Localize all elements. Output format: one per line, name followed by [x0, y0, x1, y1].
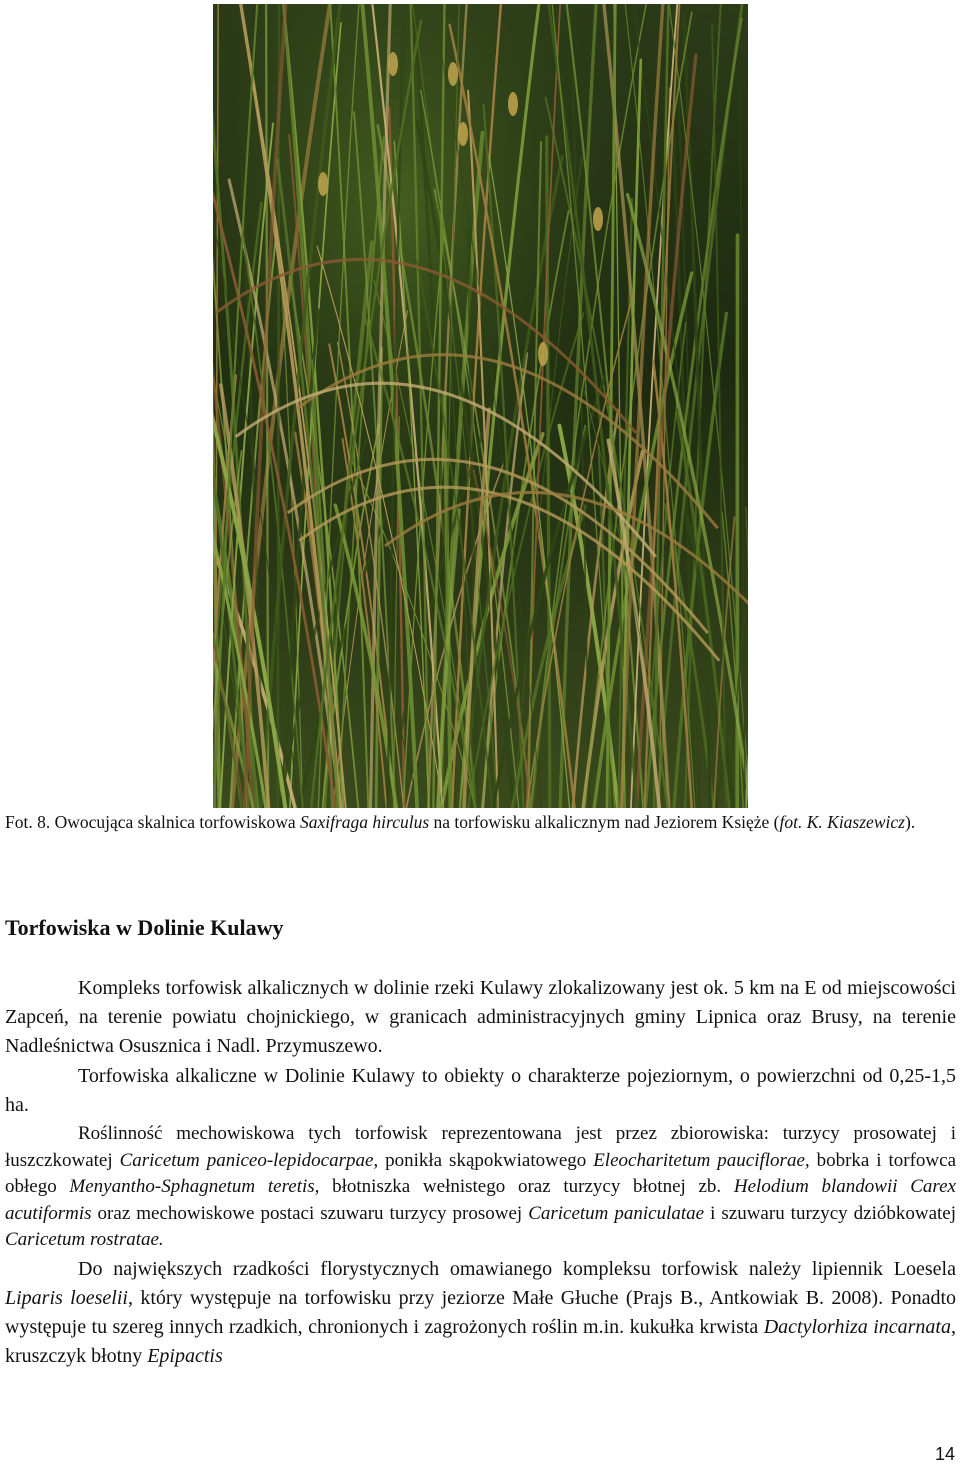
- text-run: , kruszczyk błotny: [5, 1315, 956, 1367]
- caption-species: Saxifraga hirculus: [300, 812, 430, 832]
- text-run: Do największych rzadkości florystycznych omawianego kompleksu torfowisk należy lipiennik Loesela: [78, 1257, 956, 1280]
- page-number: 14: [934, 1444, 955, 1464]
- section-heading: Torfowiska w Dolinie Kulawy: [5, 915, 284, 940]
- latin-name: Eleocharitetum pauciflorae,: [593, 1149, 810, 1171]
- text-run: Roślinność mechowiskowa tych torfowisk reprezentowana jest przez zbiorowiska: turzycy prosowatej i łuszczkowatej: [5, 1123, 956, 1171]
- caption-text-3: ).: [904, 812, 916, 832]
- grass-photo: [213, 4, 748, 808]
- latin-name: Caricetum rostratae.: [5, 1229, 164, 1250]
- caption-photo-credit: fot. K. Kiaszewicz: [779, 812, 905, 832]
- latin-name: Caricetum paniceo-lepidocarpae,: [119, 1149, 379, 1171]
- seed-head: [318, 172, 328, 196]
- latin-name: Caricetum paniculatae: [528, 1202, 705, 1224]
- latin-name: Menyantho-Sphagnetum teretis: [69, 1176, 315, 1197]
- section-body: [5, 974, 956, 1371]
- seed-head: [508, 92, 518, 116]
- paragraph-location: Kompleks torfowisk alkalicznych w dolinie rzeki Kulawy zlokalizowany jest ok. 5 km na E od miejscowości Zapceń, na terenie powiatu chojnickiego, w granicach administracyjnych gminy Lipnica oraz Brusy, na terenie Nadleśnictwa Osusznica i Nadl. Przymuszewo.: [5, 977, 956, 1057]
- grass-photo-drawing: [213, 4, 748, 808]
- latin-name: Helodium blandowii Carex acutiformis: [5, 1176, 956, 1224]
- figure-caption: [5, 810, 955, 835]
- seed-head: [538, 342, 548, 366]
- latin-name: Liparis loeselii,: [5, 1286, 133, 1309]
- caption-text-2: na torfowisku alkalicznym nad Jeziorem Księże (: [429, 812, 780, 832]
- text-run: ponikła skąpokwiatowego: [378, 1149, 594, 1171]
- paragraph-rarities: [5, 1255, 956, 1371]
- latin-name: Dactylorhiza incarnata: [763, 1315, 951, 1338]
- paragraph-character: Torfowiska alkaliczne w Dolinie Kulawy to obiekty o charakterze pojeziornym, o powierzchni od 0,25-1,5 ha.: [5, 1065, 956, 1116]
- text-run: który występuje na torfowisku przy jeziorze Małe Głuche (Prajs B., Antkowiak B. 2008). Ponadto występuje tu szereg innych rzadkich, chronionych i zagrożonych roślin m.in. kukułka krwista: [5, 1286, 957, 1338]
- text-run: oraz mechowiskowe postaci szuwaru turzycy prosowej: [91, 1202, 529, 1224]
- text-run: , błotniszka wełnistego oraz turzycy błotnej zb.: [314, 1176, 734, 1197]
- seed-head: [593, 207, 603, 231]
- seed-head: [388, 52, 398, 76]
- seed-head: [448, 62, 458, 86]
- caption-text: Fot. 8. Owocująca skalnica torfowiskowa: [5, 812, 300, 832]
- seed-head: [458, 122, 468, 146]
- latin-name: Epipactis: [147, 1344, 223, 1367]
- text-run: i szuwaru turzycy dzióbkowatej: [704, 1202, 957, 1224]
- paragraph-vegetation: [5, 1121, 956, 1254]
- text-run: bobrka i torfowca obłego: [5, 1149, 957, 1197]
